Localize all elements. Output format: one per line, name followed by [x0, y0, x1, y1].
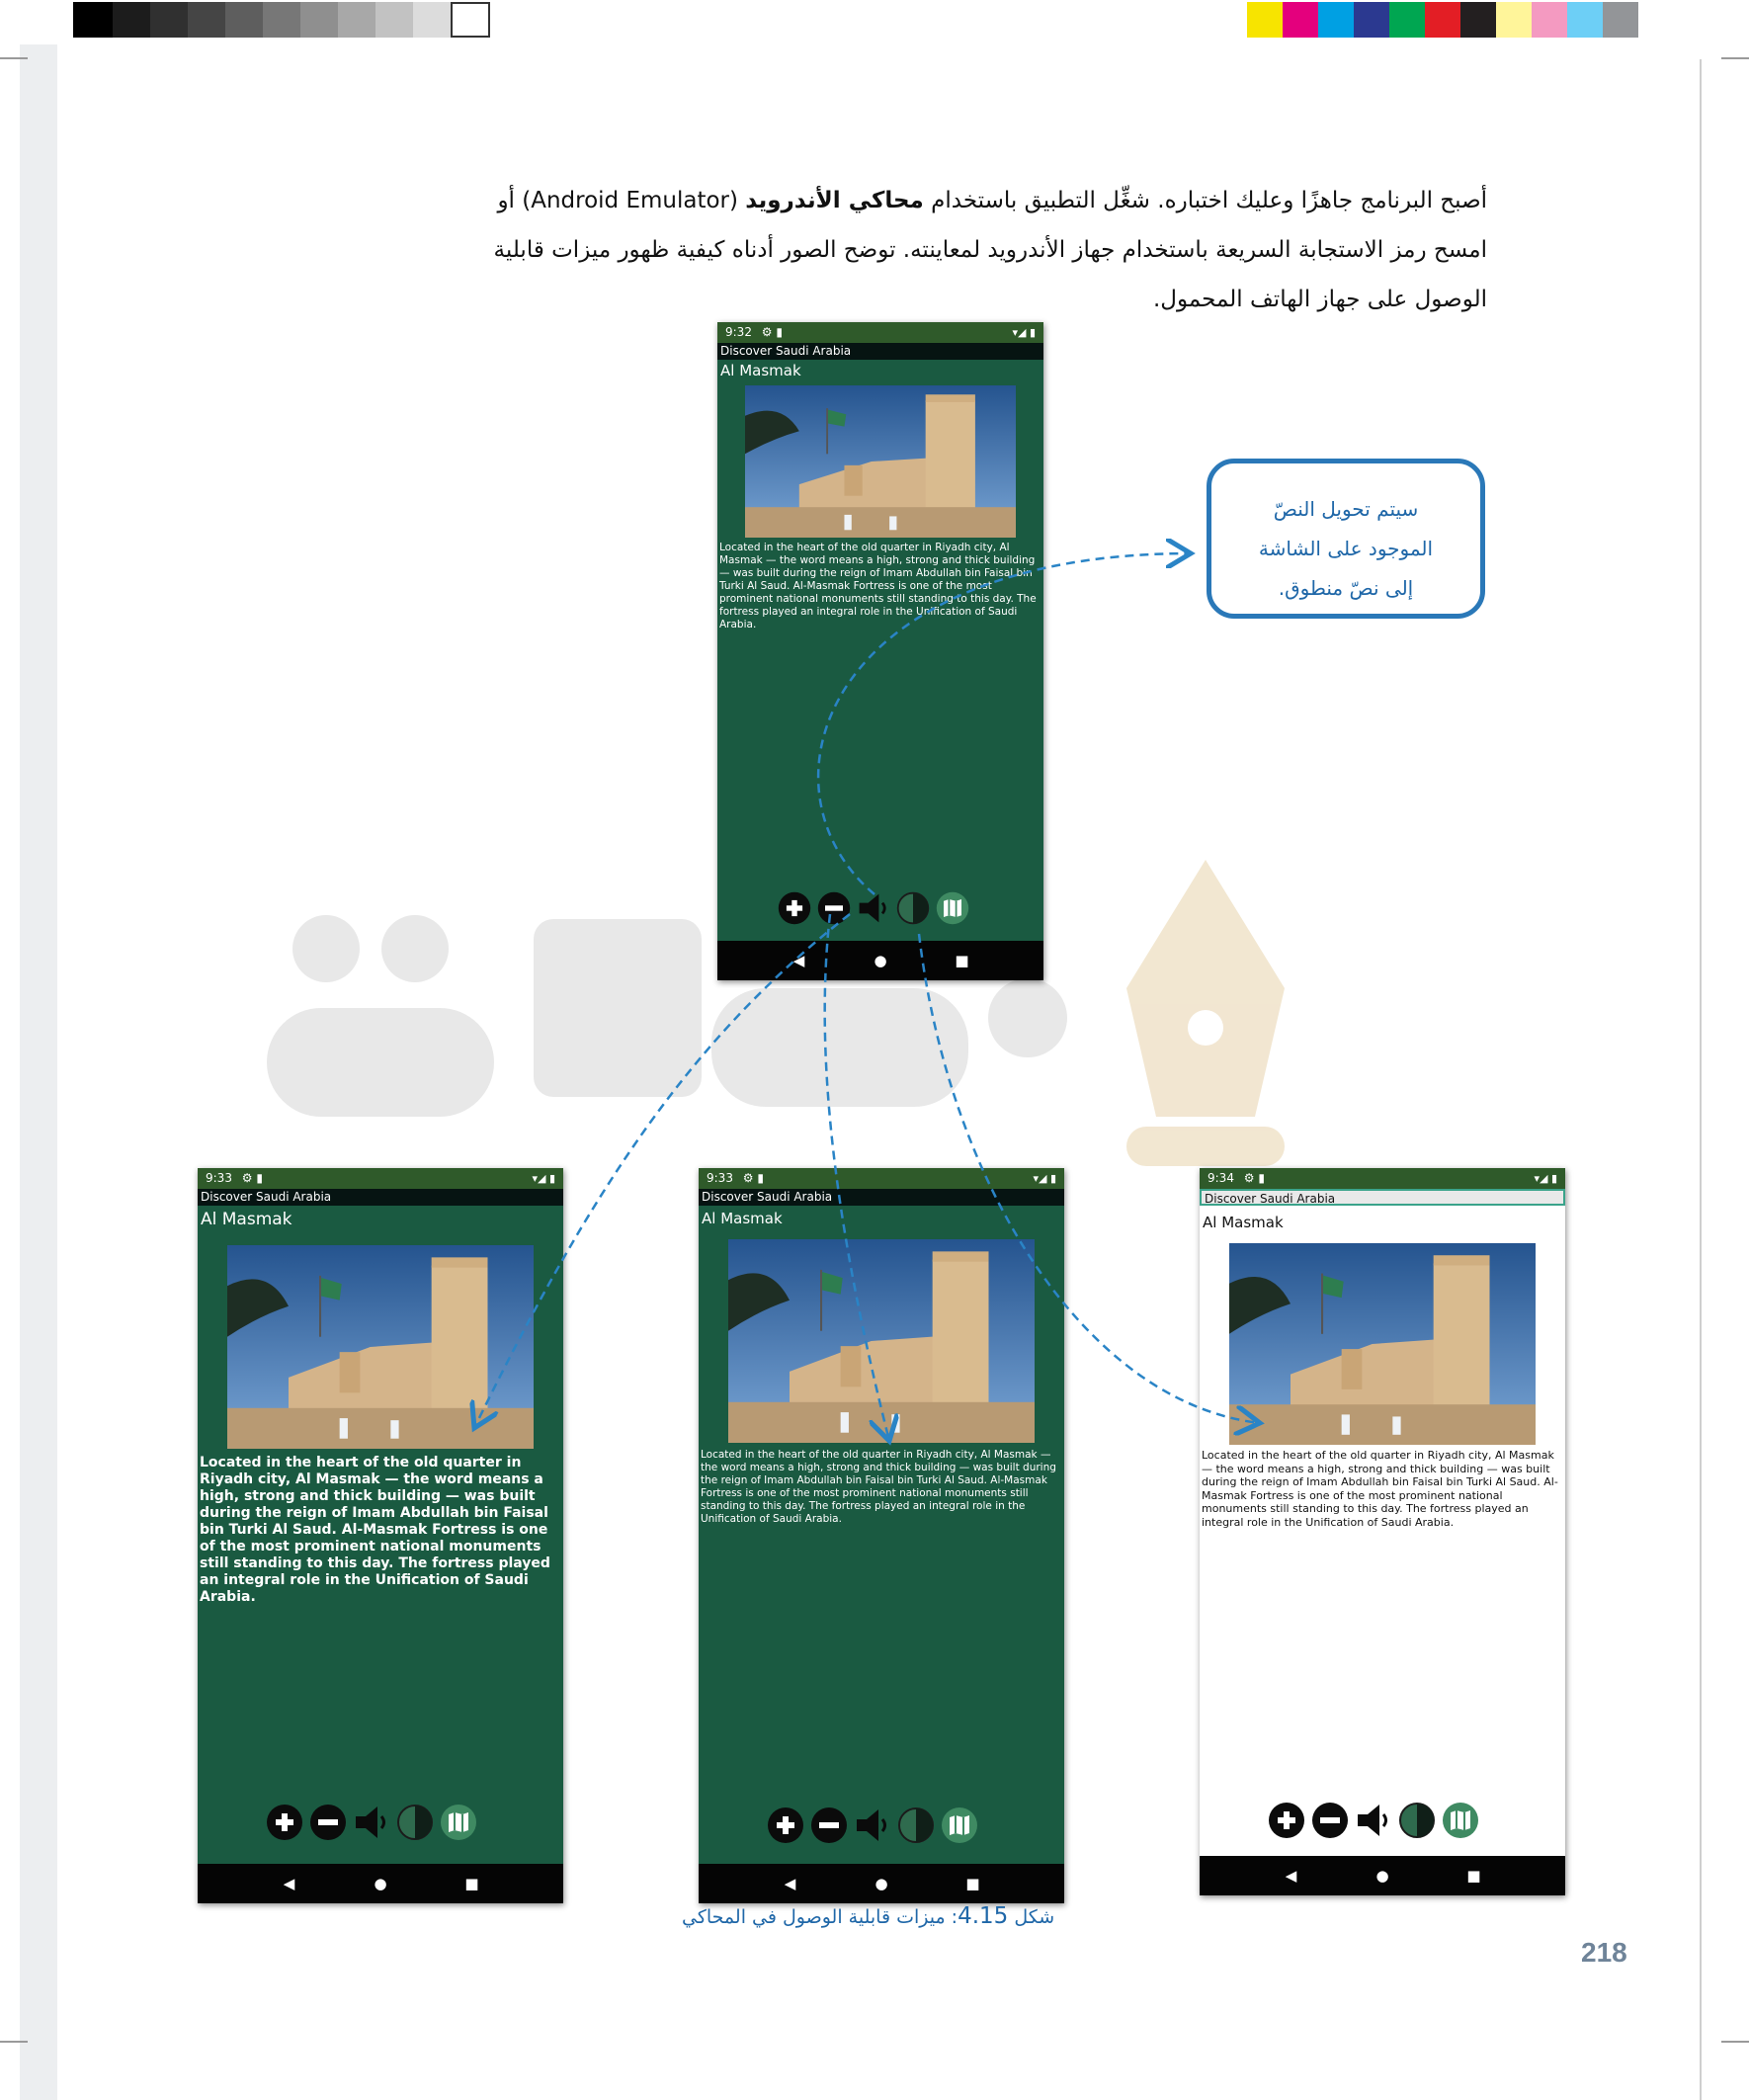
place-description: Located in the heart of the old quarter in Riyadh city, Al Masmak — the word means a high, strong and thick building — was built during the reign of Imam Abdullah bin Faisal bin Turki Al Saud. Al-Masmak Fortress is one of the most prominent national monuments still standing to this day. The fortress played an integral role in the Unification of Saudi Arabia.	[200, 1455, 550, 1605]
speak-button[interactable]	[1354, 1801, 1393, 1840]
gray-swatch	[150, 2, 188, 38]
app-title-bar: Discover Saudi Arabia	[699, 1189, 1064, 1206]
color-swatch	[1283, 2, 1318, 38]
nav-recent-button[interactable]: ■	[464, 1875, 479, 1892]
map-button[interactable]	[1441, 1801, 1480, 1840]
masmak-fortress-photo	[728, 1239, 1035, 1443]
status-notification-icons: ⚙ ▮	[757, 325, 783, 339]
intro-bold-term: محاكي الأندرويد	[745, 188, 924, 213]
system-nav-bar	[717, 941, 1043, 980]
page-number: 218	[1581, 1937, 1627, 1968]
nav-back-button[interactable]: ◀	[283, 1875, 295, 1892]
nav-back-button[interactable]: ◀	[1285, 1867, 1297, 1885]
phone-screen-top	[717, 322, 1043, 980]
masmak-fortress-photo	[227, 1245, 534, 1449]
status-bar	[198, 1168, 563, 1189]
gray-swatch	[188, 2, 225, 38]
speak-button[interactable]	[856, 890, 891, 926]
color-swatch	[1496, 2, 1532, 38]
status-time: 9:32	[725, 325, 752, 339]
gray-swatch	[263, 2, 300, 38]
contrast-button[interactable]	[1397, 1801, 1437, 1840]
map-button[interactable]	[439, 1803, 478, 1842]
color-swatch	[1247, 2, 1283, 38]
map-icon	[940, 1806, 979, 1845]
status-signal-battery-icons: ▾◢ ▮	[1534, 1172, 1557, 1185]
nav-back-button[interactable]: ◀	[784, 1875, 796, 1892]
figure-caption	[682, 1903, 1054, 1929]
speaker-icon	[1354, 1801, 1393, 1840]
gray-swatch	[338, 2, 375, 38]
gray-swatch	[225, 2, 263, 38]
status-bar	[699, 1168, 1064, 1189]
intro-line-3: الوصول على جهاز الهاتف المحمول.	[1152, 287, 1487, 312]
contrast-icon	[395, 1803, 435, 1842]
trim-mark	[1721, 57, 1749, 59]
color-swatch	[1425, 2, 1460, 38]
speak-button[interactable]	[352, 1803, 391, 1842]
status-bar	[717, 322, 1043, 343]
caption-text: : ميزات قابلية الوصول في المحاكي	[682, 1906, 958, 1928]
right-trim-line	[1700, 59, 1702, 2100]
contrast-icon	[1397, 1801, 1437, 1840]
zoom-in-icon	[265, 1803, 304, 1842]
zoom-out-icon	[809, 1806, 849, 1845]
zoom-in-icon	[766, 1806, 805, 1845]
caption-prefix: شكل	[1014, 1906, 1055, 1928]
status-notification-icons: ⚙ ▮	[738, 1171, 764, 1185]
color-swatch	[1389, 2, 1425, 38]
masmak-fortress-photo	[1229, 1243, 1536, 1445]
zoom-in-button[interactable]	[1267, 1801, 1306, 1840]
map-icon	[935, 890, 970, 926]
speaker-icon	[352, 1803, 391, 1842]
place-title: Al Masmak	[1203, 1214, 1284, 1231]
nav-recent-button[interactable]: ■	[1466, 1867, 1481, 1885]
gray-swatch	[375, 2, 413, 38]
system-nav-bar	[198, 1864, 563, 1903]
zoom-out-button[interactable]	[308, 1803, 348, 1842]
status-signal-battery-icons: ▾◢ ▮	[1033, 1172, 1056, 1185]
color-bar	[1247, 2, 1672, 42]
place-title: Al Masmak	[201, 1210, 292, 1229]
app-title-bar: Discover Saudi Arabia	[1200, 1189, 1565, 1206]
intro-line-1: أصبح البرنامج جاهزًا وعليك اختباره. شغِّل التطبيق باستخدام محاكي الأندرويد (Android Emulator) أو	[497, 188, 1487, 213]
status-notification-icons: ⚙ ▮	[1239, 1171, 1265, 1185]
zoom-in-button[interactable]	[265, 1803, 304, 1842]
app-title-bar: Discover Saudi Arabia	[198, 1189, 563, 1206]
gray-swatch	[451, 2, 490, 38]
map-icon	[1441, 1801, 1480, 1840]
color-swatch	[1460, 2, 1496, 38]
nav-home-button[interactable]: ●	[874, 952, 887, 969]
color-swatch	[1603, 2, 1638, 38]
masmak-fortress-photo	[745, 385, 1016, 538]
color-swatch	[1532, 2, 1567, 38]
contrast-button[interactable]	[895, 890, 931, 926]
zoom-out-button[interactable]	[1310, 1801, 1350, 1840]
nav-home-button[interactable]: ●	[874, 1875, 888, 1892]
gray-swatch	[413, 2, 451, 38]
callout-line-3: إلى نصّ منطوق.	[1278, 576, 1414, 600]
zoom-in-icon	[777, 890, 812, 926]
status-notification-icons: ⚙ ▮	[237, 1171, 263, 1185]
status-signal-battery-icons: ▾◢ ▮	[532, 1172, 555, 1185]
map-button[interactable]	[935, 890, 970, 926]
left-margin-band	[20, 44, 57, 2100]
nav-back-button[interactable]: ◀	[792, 952, 805, 969]
map-icon	[439, 1803, 478, 1842]
zoom-out-icon	[308, 1803, 348, 1842]
trim-mark	[0, 2041, 28, 2043]
phone-screen-small-text	[699, 1168, 1064, 1903]
zoom-out-button[interactable]	[816, 890, 852, 926]
callout-line-1: سيتم تحويل النصّ	[1273, 497, 1419, 521]
status-bar	[1200, 1168, 1565, 1189]
place-description: Located in the heart of the old quarter in Riyadh city, Al Masmak — the word means a high, strong and thick building — was built during the reign of Imam Abdullah bin Faisal bin Turki Al Saud. Al-Masmak Fortress is one of the most prominent national monuments still standing to this day. The fortress played an integral role in the Unification of Saudi Arabia.	[701, 1449, 1056, 1525]
grayscale-bar	[73, 2, 498, 42]
trim-mark	[0, 57, 28, 59]
callout-line-2: الموجود على الشاشة	[1258, 537, 1434, 560]
status-time: 9:34	[1208, 1171, 1234, 1185]
phone-screen-large-text	[198, 1168, 563, 1903]
contrast-icon	[895, 890, 931, 926]
status-signal-battery-icons: ▾◢ ▮	[1012, 326, 1036, 339]
place-description: Located in the heart of the old quarter in Riyadh city, Al Masmak — the word means a high, strong and thick building — was built during the reign of Imam Abdullah bin Faisal bin Turki Al Saud. Al-Masmak Fortress is one of the most prominent national monuments still standing to this day. The fortress played an integral role in the Unification of Saudi Arabia.	[1202, 1449, 1558, 1529]
status-time: 9:33	[707, 1171, 733, 1185]
nav-recent-button[interactable]: ■	[955, 952, 969, 969]
speak-button[interactable]	[853, 1806, 892, 1845]
color-swatch	[1354, 2, 1389, 38]
trim-mark	[1721, 2041, 1749, 2043]
nav-home-button[interactable]: ●	[1375, 1867, 1389, 1885]
zoom-out-icon	[816, 890, 852, 926]
gray-swatch	[113, 2, 150, 38]
place-title: Al Masmak	[720, 362, 801, 379]
gray-swatch	[300, 2, 338, 38]
zoom-in-button[interactable]	[777, 890, 812, 926]
zoom-out-icon	[1310, 1801, 1350, 1840]
contrast-button[interactable]	[395, 1803, 435, 1842]
system-nav-bar	[699, 1864, 1064, 1903]
map-button[interactable]	[940, 1806, 979, 1845]
zoom-in-icon	[1267, 1801, 1306, 1840]
color-swatch	[1318, 2, 1354, 38]
app-title-bar: Discover Saudi Arabia	[717, 343, 1043, 360]
speaker-icon	[856, 890, 891, 926]
intro-line-2: امسح رمز الاستجابة السريعة باستخدام جهاز الأندرويد لمعاينته. توضح الصور أدناه كيفية ظهور ميزات قابلية	[493, 237, 1487, 263]
gray-swatch	[73, 2, 113, 38]
place-title: Al Masmak	[702, 1210, 783, 1227]
intro-paragraph	[262, 176, 1487, 324]
color-swatch	[1567, 2, 1603, 38]
caption-number: 4.15	[958, 1903, 1009, 1929]
place-description: Located in the heart of the old quarter in Riyadh city, Al Masmak — the word means a high, strong and thick building — was built during the reign of Imam Abdullah bin Faisal bin Turki Al Saud. Al-Masmak Fortress is one of the most prominent national monuments still standing to this day. The fortress played an integral role in the Unification of Saudi Arabia.	[719, 542, 1037, 630]
nav-recent-button[interactable]: ■	[965, 1875, 980, 1892]
nav-home-button[interactable]: ●	[374, 1875, 387, 1892]
phone-screen-high-contrast	[1200, 1168, 1565, 1895]
status-time: 9:33	[206, 1171, 232, 1185]
zoom-in-button[interactable]	[766, 1806, 805, 1845]
system-nav-bar	[1200, 1856, 1565, 1895]
contrast-button[interactable]	[896, 1806, 936, 1845]
callout-box	[1207, 459, 1485, 619]
contrast-icon	[896, 1806, 936, 1845]
zoom-out-button[interactable]	[809, 1806, 849, 1845]
speaker-icon	[853, 1806, 892, 1845]
